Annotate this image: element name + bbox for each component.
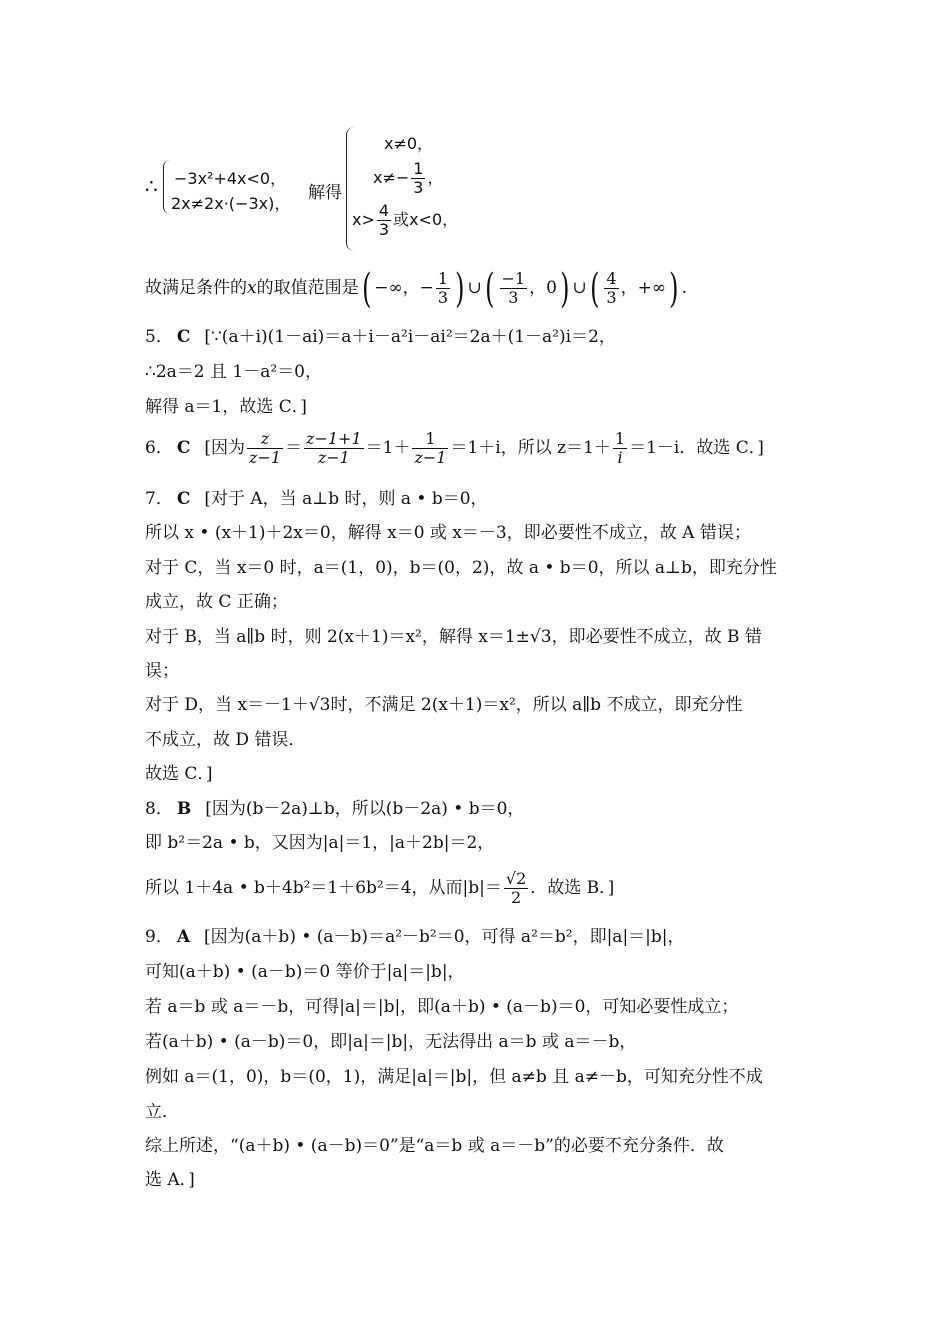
q8-line2: 即 b²＝2a • b，又因为|a|＝1，|a＋2b|＝2， [145,833,495,853]
range-line: 故满足条件的x的取值范围是( −∞，− $\frac{1}{3}$ ) ∪( $\frac{-1}{3}$ ，0) ∪( $\frac{4}{3}$ ，+∞) . [145,265,688,312]
fraction-1-3: $\frac{1}{3}$ [413,159,424,197]
q7-line1: 7． C [对于 A，当 a⊥b 时，则 a • b＝0， [145,489,488,509]
q7-line3: 对于 C，当 x＝0 时，a＝(1，0)，b＝(0，2)，故 a • b＝0，所以 a⊥b，即充分性 [145,558,777,578]
q9-line4: 若(a＋b) • (a－b)＝0，即|a|＝|b|，无法得出 a＝b 或 a＝－b， [145,1032,637,1052]
q7-line9: 故选 C．] [145,764,213,784]
q7-line4: 成立，故 C 正确； [145,592,288,612]
system2-row2: x≠− $\frac{1}{3}$ ， [373,159,444,197]
q9-line1: 9． A [因为(a＋b) • (a－b)＝a²－b²＝0，可得 a²＝b²，即|a|＝|b|， [145,927,685,947]
system1-row2: 2x≠2x·(−3x)， [171,194,291,213]
system1-row1: −3x²+4x<0， [174,169,287,188]
q9-line5: 例如 a＝(1，0)，b＝(0，1)，满足|a|＝|b|，但 a≠b 且 a≠－b，可知充分性不成 [145,1067,763,1087]
q9-line6: 立． [145,1102,179,1122]
fraction-4-3: $\frac{4}{3}$ [378,201,390,239]
solve-label: 解得 [308,183,342,203]
q8-line3: 所以 1＋4a • b＋4b²＝1＋6b²＝4，从而|b|＝ $\frac{√2}{2}$ ．故选 B．] [145,869,615,907]
q9-line3: 若 a＝b 或 a＝－b，可得|a|＝|b|，即(a＋b) • (a－b)＝0，可知必要性成立； [145,997,739,1017]
q8-line1: 8． B [因为(b－2a)⊥b，所以(b－2a) • b＝0， [145,799,525,819]
q9-line7: 综上所述，“(a＋b) • (a－b)＝0”是“a＝b 或 a＝－b”的必要不充分条件．故 [145,1136,724,1156]
q5-line1: 5． C [∵(a＋i)(1－ai)＝a＋i－a²i－ai²＝2a＋(1－a²)i＝2， [145,327,616,347]
q9-line8: 选 A．] [145,1170,195,1190]
q7-line8: 不成立，故 D 错误． [145,730,306,750]
q5-line2: ∴2a＝2 且 1－a²＝0， [145,362,322,382]
system1-brace [163,160,170,214]
system2-row3: x> $\frac{4}{3}$ 或x<0， [352,201,459,239]
q9-line2: 可知(a＋b) • (a－b)＝0 等价于|a|＝|b|， [145,962,465,982]
therefore-symbol: ∴ [145,174,158,198]
q7-line6: 误； [145,661,179,681]
q5-line3: 解得 a＝1，故选 C．] [145,397,307,417]
q6-line: 6． C [因为 $\frac{z}{z-1}$ ＝ $\frac{z-1+1}{z-1}$ ＝1＋ $\frac{1}{z-1}$ ＝1＋i，所以 z＝1＋ $\frac{1}{i}$ ＝1－i．故选 C．] [145,429,764,467]
system2-row1: x≠0， [384,134,434,153]
q7-line2: 所以 x • (x＋1)＋2x＝0，解得 x＝0 或 x＝－3，即必要性不成立，故 A 错误； [145,523,751,543]
q7-line5: 对于 B，当 a∥b 时，则 2(x＋1)＝x²，解得 x＝1±√3，即必要性不成立，故 B 错 [145,627,762,647]
q7-line7: 对于 D，当 x＝－1＋√3时，不满足 2(x＋1)＝x²，所以 a∥b 不成立，即充分性 [145,695,743,715]
